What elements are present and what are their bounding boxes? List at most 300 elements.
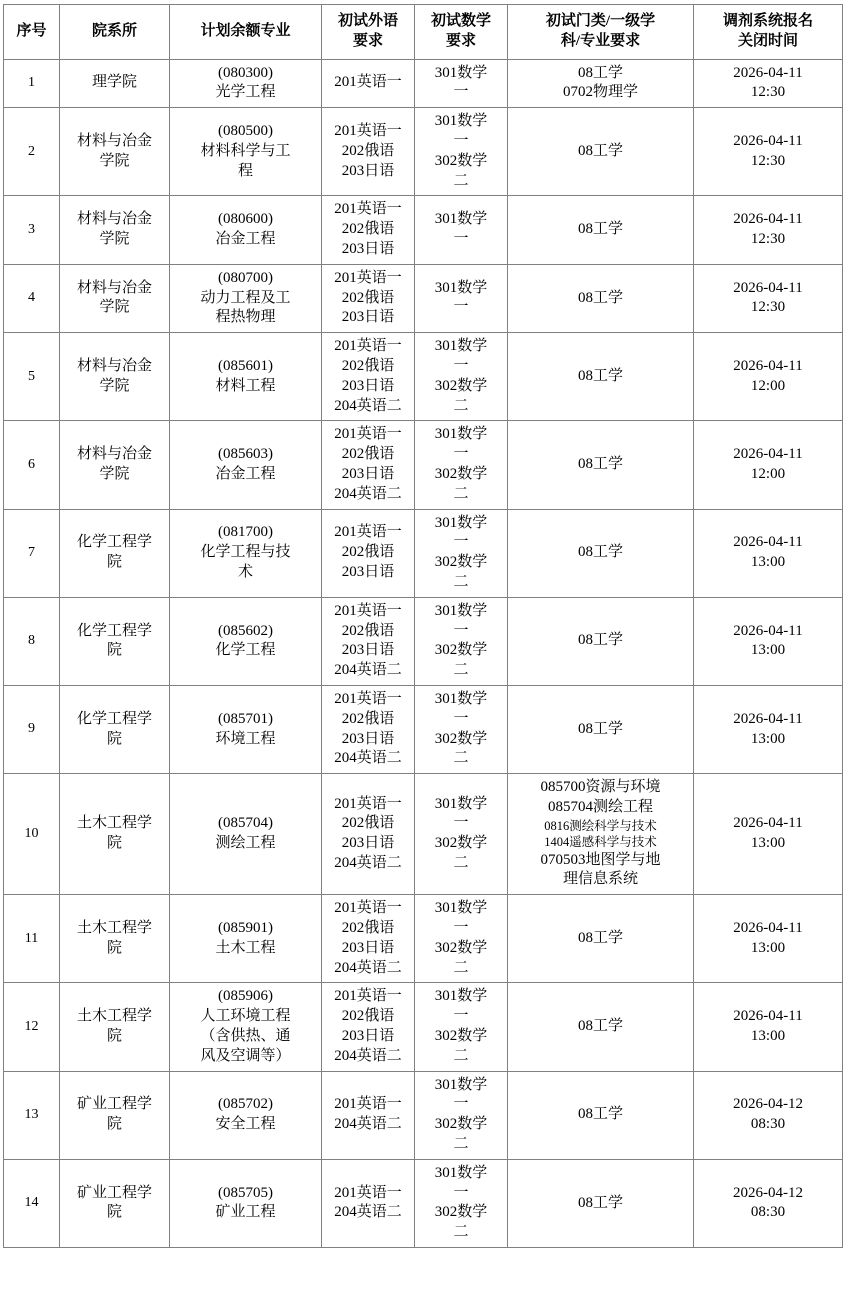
department-cell bbox=[60, 685, 170, 773]
deadline-cell-line: 13:00 bbox=[750, 730, 786, 747]
subject-requirement-cell bbox=[508, 685, 694, 773]
deadline-cell-line: 2026-04-11 bbox=[733, 279, 803, 296]
foreign-language-requirement-cell bbox=[322, 108, 415, 196]
table-row bbox=[4, 509, 843, 597]
table-row bbox=[4, 108, 843, 196]
department-cell-line: 院 bbox=[106, 642, 122, 659]
department-cell-line: 学院 bbox=[99, 299, 130, 316]
deadline-cell-line: 2026-04-12 bbox=[733, 1096, 803, 1113]
math-requirement-cell bbox=[415, 895, 508, 983]
row-index: 8 bbox=[4, 597, 60, 685]
foreign-language-requirement-cell-line: 203日语 bbox=[341, 377, 395, 394]
major-name-line: 安全工程 bbox=[215, 1116, 276, 1133]
deadline-cell-line: 13:00 bbox=[750, 642, 786, 659]
major-cell bbox=[170, 1159, 322, 1247]
column-header-4 bbox=[322, 5, 415, 60]
row-index: 6 bbox=[4, 421, 60, 509]
row-index: 7 bbox=[4, 509, 60, 597]
math-requirement-cell bbox=[415, 1159, 508, 1247]
deadline-cell bbox=[694, 1071, 843, 1159]
deadline-cell-line: 2026-04-11 bbox=[733, 357, 803, 374]
major-name-line: 动力工程及工 bbox=[200, 289, 291, 306]
math-requirement-cell-line: 301数学 bbox=[434, 602, 488, 619]
deadline-cell-line: 12:30 bbox=[750, 152, 786, 169]
subject-requirement-cell-line: 08工学 bbox=[577, 221, 623, 238]
foreign-language-requirement-cell-line: 204英语二 bbox=[334, 1116, 402, 1133]
department-cell bbox=[60, 597, 170, 685]
deadline-cell bbox=[694, 421, 843, 509]
department-cell-line: 化学工程学 bbox=[76, 622, 152, 639]
math-requirement-cell-line: 302数学 bbox=[434, 1116, 488, 1133]
math-requirement-cell-line: 一 bbox=[453, 446, 469, 463]
foreign-language-requirement-cell-line: 203日语 bbox=[341, 240, 395, 257]
column-header-1 bbox=[4, 5, 60, 60]
deadline-cell-line: 2026-04-11 bbox=[733, 211, 803, 228]
major-cell bbox=[170, 196, 322, 264]
foreign-language-requirement-cell-line: 202俄语 bbox=[341, 289, 395, 306]
major-code: (085701) bbox=[218, 710, 273, 727]
deadline-cell-line: 13:00 bbox=[750, 1028, 786, 1045]
major-name-line: 冶金工程 bbox=[215, 231, 276, 248]
subject-requirement-cell bbox=[508, 774, 694, 895]
adjustment-plan-table bbox=[3, 4, 843, 1248]
math-requirement-cell-line: 301数学 bbox=[434, 64, 488, 81]
foreign-language-requirement-cell-line: 201英语一 bbox=[334, 201, 402, 218]
major-code: (085602) bbox=[218, 622, 273, 639]
header-line: 计划余额专业 bbox=[200, 22, 291, 39]
major-code: (085901) bbox=[218, 920, 273, 937]
math-requirement-cell-line: 二 bbox=[453, 750, 469, 767]
department-cell bbox=[60, 333, 170, 421]
deadline-cell bbox=[694, 895, 843, 983]
foreign-language-requirement-cell-line: 201英语一 bbox=[334, 795, 402, 812]
math-requirement-cell-line: 302数学 bbox=[434, 642, 488, 659]
subject-requirement-cell-line: 08工学 bbox=[577, 929, 623, 946]
deadline-cell bbox=[694, 59, 843, 108]
major-cell bbox=[170, 509, 322, 597]
foreign-language-requirement-cell bbox=[322, 685, 415, 773]
foreign-language-requirement-cell-line: 204英语二 bbox=[334, 959, 402, 976]
deadline-cell-line: 2026-04-11 bbox=[733, 1008, 803, 1025]
subject-requirement-cell bbox=[508, 597, 694, 685]
department-cell-line: 学院 bbox=[99, 465, 130, 482]
subject-requirement-cell-line: 08工学 bbox=[577, 544, 623, 561]
foreign-language-requirement-cell-line: 202俄语 bbox=[341, 544, 395, 561]
foreign-language-requirement-cell-line: 203日语 bbox=[341, 309, 395, 326]
math-requirement-cell-line: 一 bbox=[453, 1096, 469, 1113]
deadline-cell-line: 12:30 bbox=[750, 84, 786, 101]
subject-requirement-cell bbox=[508, 108, 694, 196]
foreign-language-requirement-cell bbox=[322, 774, 415, 895]
foreign-language-requirement-cell-line: 201英语一 bbox=[334, 1096, 402, 1113]
major-code: (085702) bbox=[218, 1096, 273, 1113]
foreign-language-requirement-cell bbox=[322, 196, 415, 264]
row-index: 10 bbox=[4, 774, 60, 895]
header-line: 要求 bbox=[352, 32, 383, 49]
subject-requirement-cell-line: 085700资源与环境 bbox=[540, 779, 661, 796]
department-cell-line: 院 bbox=[106, 835, 122, 852]
table-row bbox=[4, 264, 843, 332]
deadline-cell bbox=[694, 685, 843, 773]
department-cell bbox=[60, 509, 170, 597]
subject-requirement-cell-line: 0702物理学 bbox=[562, 84, 638, 101]
column-header-5 bbox=[415, 5, 508, 60]
math-requirement-cell-line: 302数学 bbox=[434, 465, 488, 482]
deadline-cell-line: 2026-04-11 bbox=[733, 815, 803, 832]
department-cell-line: 化学工程学 bbox=[76, 710, 152, 727]
row-index: 3 bbox=[4, 196, 60, 264]
foreign-language-requirement-cell-line: 203日语 bbox=[341, 730, 395, 747]
math-requirement-cell-line: 二 bbox=[453, 1136, 469, 1153]
foreign-language-requirement-cell-line: 202俄语 bbox=[341, 815, 395, 832]
math-requirement-cell-line: 302数学 bbox=[434, 377, 488, 394]
foreign-language-requirement-cell-line: 201英语一 bbox=[334, 269, 402, 286]
math-requirement-cell-line: 302数学 bbox=[434, 835, 488, 852]
major-name-line: 测绘工程 bbox=[215, 835, 276, 852]
table-row bbox=[4, 774, 843, 895]
major-code: (085704) bbox=[218, 815, 273, 832]
row-index: 1 bbox=[4, 59, 60, 108]
deadline-cell bbox=[694, 597, 843, 685]
math-requirement-cell-line: 二 bbox=[453, 662, 469, 679]
subject-requirement-cell bbox=[508, 59, 694, 108]
foreign-language-requirement-cell-line: 201英语一 bbox=[334, 602, 402, 619]
foreign-language-requirement-cell-line: 201英语一 bbox=[334, 988, 402, 1005]
deadline-cell-line: 12:30 bbox=[750, 299, 786, 316]
subject-requirement-cell bbox=[508, 509, 694, 597]
math-requirement-cell-line: 302数学 bbox=[434, 554, 488, 571]
department-cell bbox=[60, 196, 170, 264]
foreign-language-requirement-cell-line: 203日语 bbox=[341, 162, 395, 179]
department-cell-line: 院 bbox=[106, 730, 122, 747]
header-line: 院系所 bbox=[91, 22, 137, 39]
math-requirement-cell-line: 301数学 bbox=[434, 690, 488, 707]
foreign-language-requirement-cell-line: 203日语 bbox=[341, 835, 395, 852]
deadline-cell-line: 2026-04-11 bbox=[733, 446, 803, 463]
foreign-language-requirement-cell-line: 202俄语 bbox=[341, 357, 395, 374]
major-name-line: 环境工程 bbox=[215, 730, 276, 747]
subject-requirement-cell-line: 08工学 bbox=[577, 289, 623, 306]
math-requirement-cell-line: 301数学 bbox=[434, 1076, 488, 1093]
subject-requirement-cell-line: 08工学 bbox=[577, 367, 623, 384]
math-requirement-cell-line: 一 bbox=[453, 534, 469, 551]
column-header-2 bbox=[60, 5, 170, 60]
row-index: 11 bbox=[4, 895, 60, 983]
department-cell-line: 学院 bbox=[99, 377, 130, 394]
foreign-language-requirement-cell-line: 204英语二 bbox=[334, 854, 402, 871]
department-cell-line: 院 bbox=[106, 939, 122, 956]
math-requirement-cell-line: 302数学 bbox=[434, 730, 488, 747]
foreign-language-requirement-cell bbox=[322, 59, 415, 108]
department-cell-line: 院 bbox=[106, 1028, 122, 1045]
math-requirement-cell-line: 301数学 bbox=[434, 113, 488, 130]
department-cell-line: 土木工程学 bbox=[76, 920, 152, 937]
major-name-line: （含供热、通 bbox=[200, 1028, 291, 1045]
deadline-cell-line: 2026-04-12 bbox=[733, 1184, 803, 1201]
subject-requirement-cell bbox=[508, 1159, 694, 1247]
math-requirement-cell bbox=[415, 1071, 508, 1159]
deadline-cell-line: 12:00 bbox=[750, 377, 786, 394]
math-requirement-cell bbox=[415, 421, 508, 509]
department-cell-line: 院 bbox=[106, 1116, 122, 1133]
deadline-cell bbox=[694, 1159, 843, 1247]
table-body bbox=[4, 59, 843, 1247]
header-line: 初试外语 bbox=[337, 13, 398, 29]
math-requirement-cell-line: 301数学 bbox=[434, 1164, 488, 1181]
row-index: 5 bbox=[4, 333, 60, 421]
table-row bbox=[4, 333, 843, 421]
deadline-cell-line: 13:00 bbox=[750, 835, 786, 852]
deadline-cell-line: 2026-04-11 bbox=[733, 920, 803, 937]
row-index: 4 bbox=[4, 264, 60, 332]
subject-requirement-cell bbox=[508, 421, 694, 509]
math-requirement-cell bbox=[415, 59, 508, 108]
header-line: 关闭时间 bbox=[737, 32, 798, 49]
math-requirement-cell-line: 301数学 bbox=[434, 514, 488, 531]
subject-requirement-cell bbox=[508, 196, 694, 264]
department-cell-line: 矿业工程学 bbox=[76, 1096, 152, 1113]
major-code: (085705) bbox=[218, 1184, 273, 1201]
subject-requirement-cell-line: 08工学 bbox=[577, 64, 623, 81]
major-code: (081700) bbox=[218, 524, 273, 541]
foreign-language-requirement-cell bbox=[322, 895, 415, 983]
row-index: 14 bbox=[4, 1159, 60, 1247]
math-requirement-cell-line: 二 bbox=[453, 172, 469, 189]
department-cell bbox=[60, 774, 170, 895]
department-cell-line: 材料与冶金 bbox=[76, 357, 152, 374]
math-requirement-cell-line: 二 bbox=[453, 1224, 469, 1241]
department-cell-line: 理学院 bbox=[91, 74, 137, 91]
header-line: 初试门类/一级学 bbox=[545, 13, 656, 29]
foreign-language-requirement-cell-line: 202俄语 bbox=[341, 221, 395, 238]
deadline-cell bbox=[694, 264, 843, 332]
major-code: (085603) bbox=[218, 446, 273, 463]
header-line: 调剂系统报名 bbox=[722, 13, 813, 29]
math-requirement-cell-line: 一 bbox=[453, 299, 469, 316]
foreign-language-requirement-cell bbox=[322, 597, 415, 685]
deadline-cell bbox=[694, 774, 843, 895]
deadline-cell bbox=[694, 333, 843, 421]
major-cell bbox=[170, 108, 322, 196]
math-requirement-cell-line: 二 bbox=[453, 397, 469, 414]
major-name-line: 术 bbox=[237, 564, 253, 581]
department-cell-line: 院 bbox=[106, 1204, 122, 1221]
major-cell bbox=[170, 895, 322, 983]
subject-requirement-cell-line: 1404遥感科学与技术 bbox=[544, 835, 657, 850]
foreign-language-requirement-cell-line: 204英语二 bbox=[334, 1047, 402, 1064]
foreign-language-requirement-cell-line: 203日语 bbox=[341, 939, 395, 956]
major-cell bbox=[170, 264, 322, 332]
department-cell-line: 材料与冶金 bbox=[76, 446, 152, 463]
subject-requirement-cell-line: 08工学 bbox=[577, 720, 623, 737]
table-row bbox=[4, 983, 843, 1071]
foreign-language-requirement-cell bbox=[322, 1071, 415, 1159]
foreign-language-requirement-cell bbox=[322, 1159, 415, 1247]
department-cell bbox=[60, 108, 170, 196]
deadline-cell-line: 2026-04-11 bbox=[733, 710, 803, 727]
math-requirement-cell-line: 一 bbox=[453, 815, 469, 832]
foreign-language-requirement-cell-line: 202俄语 bbox=[341, 622, 395, 639]
math-requirement-cell bbox=[415, 774, 508, 895]
math-requirement-cell-line: 一 bbox=[453, 1008, 469, 1025]
department-cell-line: 化学工程学 bbox=[76, 534, 152, 551]
deadline-cell-line: 2026-04-11 bbox=[733, 622, 803, 639]
math-requirement-cell bbox=[415, 509, 508, 597]
math-requirement-cell bbox=[415, 597, 508, 685]
math-requirement-cell-line: 301数学 bbox=[434, 338, 488, 355]
column-header-7 bbox=[694, 5, 843, 60]
foreign-language-requirement-cell-line: 203日语 bbox=[341, 465, 395, 482]
foreign-language-requirement-cell-line: 201英语一 bbox=[334, 690, 402, 707]
foreign-language-requirement-cell bbox=[322, 264, 415, 332]
foreign-language-requirement-cell-line: 201英语一 bbox=[334, 123, 402, 140]
department-cell-line: 学院 bbox=[99, 231, 130, 248]
department-cell-line: 院 bbox=[106, 554, 122, 571]
table-row bbox=[4, 421, 843, 509]
subject-requirement-cell-line: 理信息系统 bbox=[562, 871, 638, 888]
table-row bbox=[4, 597, 843, 685]
row-index: 9 bbox=[4, 685, 60, 773]
header-line: 序号 bbox=[16, 22, 47, 39]
major-cell bbox=[170, 421, 322, 509]
department-cell-line: 土木工程学 bbox=[76, 815, 152, 832]
subject-requirement-cell bbox=[508, 1071, 694, 1159]
foreign-language-requirement-cell-line: 201英语一 bbox=[334, 900, 402, 917]
table-row bbox=[4, 59, 843, 108]
subject-requirement-cell bbox=[508, 333, 694, 421]
math-requirement-cell-line: 302数学 bbox=[434, 1028, 488, 1045]
math-requirement-cell bbox=[415, 108, 508, 196]
subject-requirement-cell-line: 08工学 bbox=[577, 632, 623, 649]
header-line: 初试数学 bbox=[430, 13, 491, 29]
subject-requirement-cell-line: 08工学 bbox=[577, 456, 623, 473]
major-name-line: 矿业工程 bbox=[215, 1204, 276, 1221]
major-code: (080300) bbox=[218, 64, 273, 81]
deadline-cell-line: 2026-04-11 bbox=[733, 534, 803, 551]
foreign-language-requirement-cell-line: 202俄语 bbox=[341, 1008, 395, 1025]
math-requirement-cell-line: 二 bbox=[453, 854, 469, 871]
department-cell bbox=[60, 895, 170, 983]
foreign-language-requirement-cell-line: 202俄语 bbox=[341, 142, 395, 159]
department-cell bbox=[60, 1159, 170, 1247]
row-index: 12 bbox=[4, 983, 60, 1071]
major-code: (085601) bbox=[218, 357, 273, 374]
header-row bbox=[4, 5, 843, 60]
deadline-cell bbox=[694, 509, 843, 597]
math-requirement-cell bbox=[415, 983, 508, 1071]
column-header-6 bbox=[508, 5, 694, 60]
math-requirement-cell-line: 301数学 bbox=[434, 988, 488, 1005]
department-cell-line: 矿业工程学 bbox=[76, 1184, 152, 1201]
foreign-language-requirement-cell-line: 202俄语 bbox=[341, 920, 395, 937]
foreign-language-requirement-cell-line: 203日语 bbox=[341, 564, 395, 581]
table-row bbox=[4, 1159, 843, 1247]
math-requirement-cell-line: 301数学 bbox=[434, 279, 488, 296]
subject-requirement-cell-line: 0816测绘科学与技术 bbox=[544, 818, 657, 833]
math-requirement-cell-line: 二 bbox=[453, 573, 469, 590]
department-cell bbox=[60, 983, 170, 1071]
major-code: (080500) bbox=[218, 123, 273, 140]
major-name-line: 冶金工程 bbox=[215, 465, 276, 482]
deadline-cell-line: 2026-04-11 bbox=[733, 64, 803, 81]
foreign-language-requirement-cell-line: 202俄语 bbox=[341, 446, 395, 463]
deadline-cell bbox=[694, 983, 843, 1071]
table-row bbox=[4, 196, 843, 264]
major-code: (085906) bbox=[218, 988, 273, 1005]
department-cell-line: 土木工程学 bbox=[76, 1008, 152, 1025]
foreign-language-requirement-cell-line: 203日语 bbox=[341, 1028, 395, 1045]
deadline-cell-line: 12:00 bbox=[750, 465, 786, 482]
major-code: (080700) bbox=[218, 269, 273, 286]
math-requirement-cell bbox=[415, 685, 508, 773]
subject-requirement-cell-line: 08工学 bbox=[577, 1106, 623, 1123]
department-cell bbox=[60, 59, 170, 108]
math-requirement-cell-line: 301数学 bbox=[434, 795, 488, 812]
math-requirement-cell-line: 一 bbox=[453, 920, 469, 937]
table-row bbox=[4, 895, 843, 983]
foreign-language-requirement-cell bbox=[322, 983, 415, 1071]
math-requirement-cell-line: 一 bbox=[453, 1184, 469, 1201]
major-cell bbox=[170, 1071, 322, 1159]
deadline-cell-line: 2026-04-11 bbox=[733, 132, 803, 149]
deadline-cell-line: 08:30 bbox=[750, 1204, 786, 1221]
foreign-language-requirement-cell-line: 204英语二 bbox=[334, 485, 402, 502]
major-name-line: 化学工程 bbox=[215, 642, 276, 659]
department-cell-line: 材料与冶金 bbox=[76, 132, 152, 149]
foreign-language-requirement-cell-line: 201英语一 bbox=[334, 338, 402, 355]
subject-requirement-cell bbox=[508, 264, 694, 332]
foreign-language-requirement-cell-line: 204英语二 bbox=[334, 1204, 402, 1221]
foreign-language-requirement-cell-line: 201英语一 bbox=[334, 74, 402, 91]
major-name-line: 人工环境工程 bbox=[200, 1008, 291, 1025]
math-requirement-cell-line: 一 bbox=[453, 84, 469, 101]
deadline-cell-line: 13:00 bbox=[750, 939, 786, 956]
deadline-cell bbox=[694, 196, 843, 264]
row-index: 13 bbox=[4, 1071, 60, 1159]
math-requirement-cell-line: 302数学 bbox=[434, 152, 488, 169]
foreign-language-requirement-cell bbox=[322, 421, 415, 509]
major-name-line: 材料科学与工 bbox=[200, 142, 291, 159]
math-requirement-cell bbox=[415, 333, 508, 421]
subject-requirement-cell-line: 08工学 bbox=[577, 142, 623, 159]
foreign-language-requirement-cell bbox=[322, 333, 415, 421]
department-cell-line: 材料与冶金 bbox=[76, 279, 152, 296]
math-requirement-cell-line: 二 bbox=[453, 485, 469, 502]
foreign-language-requirement-cell-line: 204英语二 bbox=[334, 662, 402, 679]
math-requirement-cell bbox=[415, 264, 508, 332]
math-requirement-cell-line: 一 bbox=[453, 132, 469, 149]
math-requirement-cell-line: 一 bbox=[453, 622, 469, 639]
department-cell-line: 材料与冶金 bbox=[76, 211, 152, 228]
subject-requirement-cell-line: 08工学 bbox=[577, 1018, 623, 1035]
foreign-language-requirement-cell-line: 202俄语 bbox=[341, 710, 395, 727]
subject-requirement-cell-line: 085704测绘工程 bbox=[547, 798, 653, 815]
math-requirement-cell-line: 二 bbox=[453, 959, 469, 976]
table-row bbox=[4, 1071, 843, 1159]
foreign-language-requirement-cell-line: 201英语一 bbox=[334, 524, 402, 541]
major-name-line: 风及空调等） bbox=[200, 1047, 291, 1064]
major-cell bbox=[170, 774, 322, 895]
major-code: (080600) bbox=[218, 211, 273, 228]
math-requirement-cell-line: 二 bbox=[453, 1047, 469, 1064]
foreign-language-requirement-cell-line: 204英语二 bbox=[334, 750, 402, 767]
foreign-language-requirement-cell-line: 204英语二 bbox=[334, 397, 402, 414]
table-header bbox=[4, 5, 843, 60]
row-index: 2 bbox=[4, 108, 60, 196]
department-cell bbox=[60, 264, 170, 332]
foreign-language-requirement-cell-line: 203日语 bbox=[341, 642, 395, 659]
foreign-language-requirement-cell-line: 201英语一 bbox=[334, 1184, 402, 1201]
